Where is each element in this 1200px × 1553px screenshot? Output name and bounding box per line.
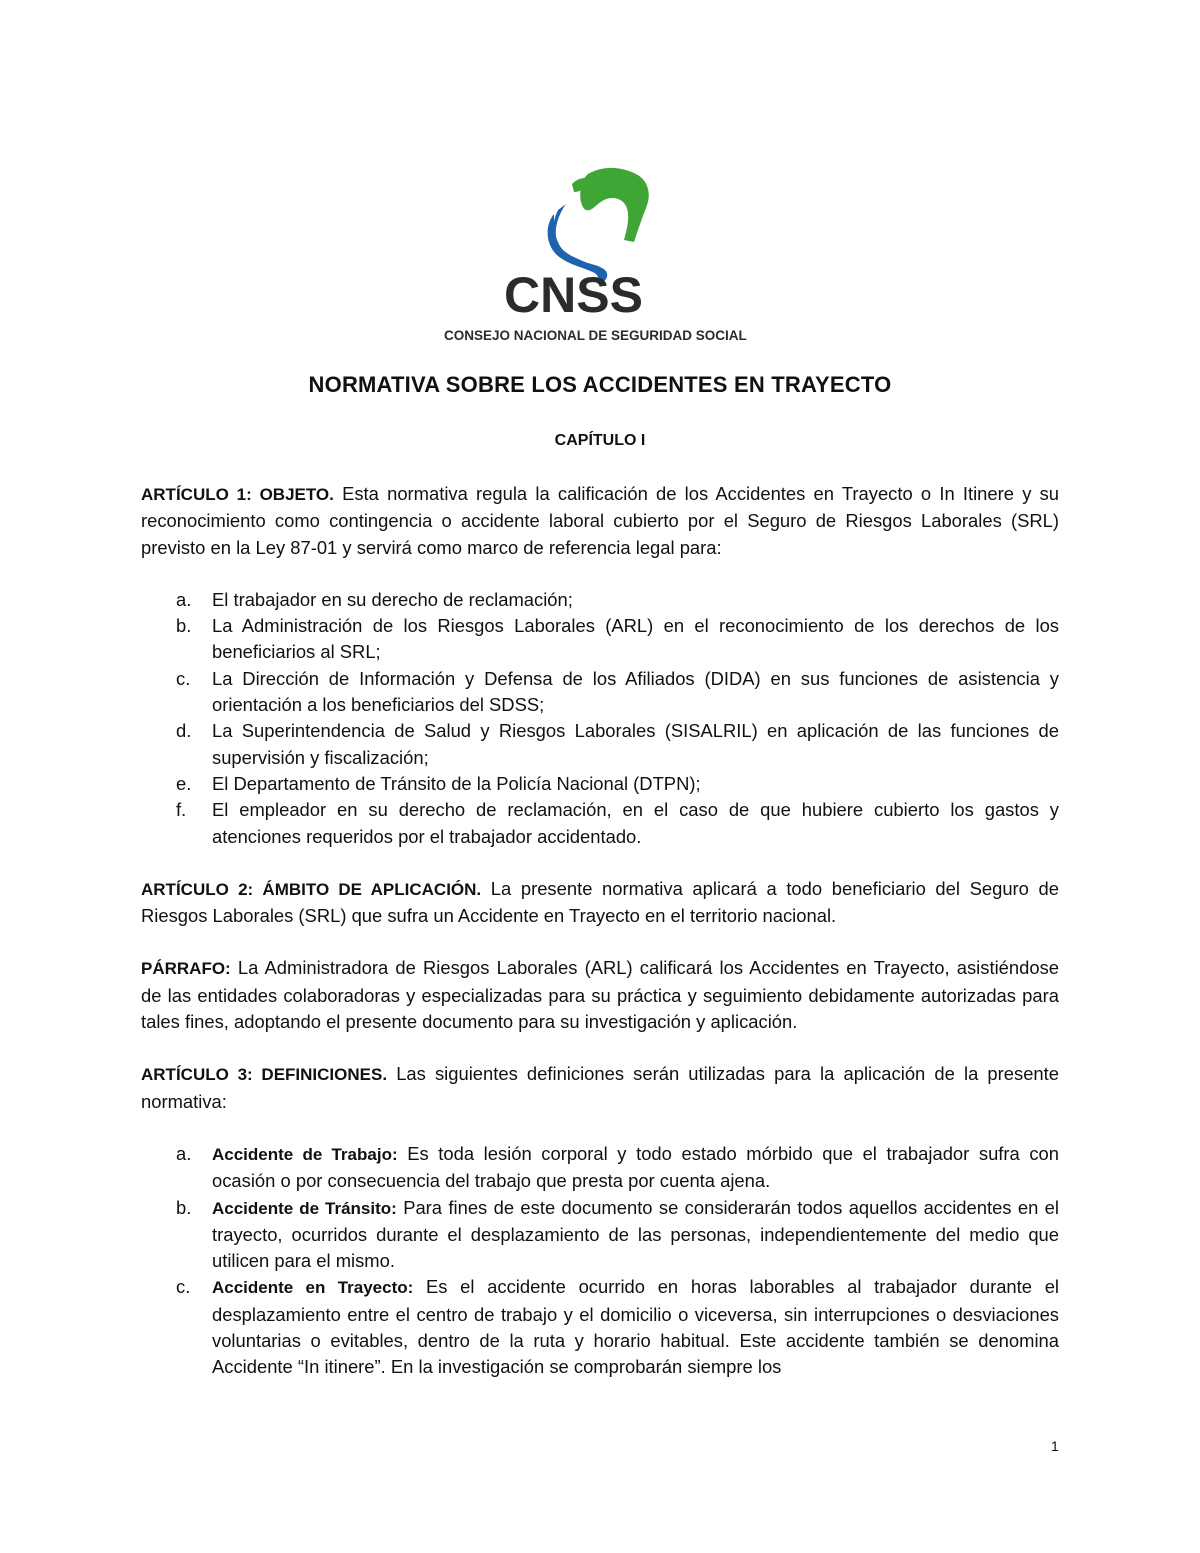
list-marker: a. <box>176 588 192 610</box>
list-marker: c. <box>176 667 191 689</box>
article-1-list <box>141 587 1059 850</box>
list-marker: e. <box>176 772 192 794</box>
paragraph-heading: PÁRRAFO: <box>141 959 231 979</box>
definition-text: Para fines de este documento se considerarán todos aquellos accidentes en el trayecto, ocurridos durante el desplazamiento de las personas, independientemente del medio que utilicen para el mismo. <box>212 1196 1059 1272</box>
article-2 <box>141 876 1059 930</box>
definition-item <box>141 1141 1059 1195</box>
list-item-text: El trabajador en su derecho de reclamación; <box>212 588 573 610</box>
list-item <box>141 718 1059 771</box>
list-item <box>141 797 1059 850</box>
definition-text: Es el accidente ocurrido en horas laborables al trabajador durante el desplazamiento entre el centro de trabajo y el domicilio o viceversa, sin interrupciones o desviaciones voluntarias o evitables, dentro de la ruta y horario habitual. Este accidente también se denomina Accidente “In itinere”. En la investigación se comprobarán siempre los <box>212 1276 1060 1378</box>
chapter-heading: CAPÍTULO I <box>554 432 646 449</box>
list-item-text: La Dirección de Información y Defensa de los Afiliados (DIDA) en sus funciones de asistencia y orientación a los beneficiarios del SDSS; <box>212 667 1059 716</box>
definition-item <box>141 1195 1059 1275</box>
cnss-logo <box>444 162 756 352</box>
document-body <box>141 481 1059 1381</box>
paragraph-block <box>141 955 1059 1035</box>
cnss-logo-graphic <box>444 162 756 352</box>
definition-term: Accidente de Trabajo: <box>212 1144 398 1164</box>
list-item <box>141 771 1059 797</box>
article-2-heading: ARTÍCULO 2: ÁMBITO DE APLICACIÓN. <box>141 879 482 899</box>
list-item-text: El Departamento de Tránsito de la Policía Nacional (DTPN); <box>212 772 701 794</box>
article-3-text: Las siguientes definiciones serán utilizadas para la aplicación de la presente normativa: <box>141 1063 1060 1112</box>
article-3-heading: ARTÍCULO 3: DEFINICIONES. <box>141 1065 388 1085</box>
logo-wordmark: CNSS <box>504 267 643 323</box>
list-marker: d. <box>176 720 192 742</box>
list-item-text: La Superintendencia de Salud y Riesgos Laborales (SISALRIL) en aplicación de las funciones de supervisión y fiscalización; <box>212 720 1059 768</box>
list-marker: b. <box>176 615 192 637</box>
document-title: NORMATIVA SOBRE LOS ACCIDENTES EN TRAYECTO <box>308 372 892 397</box>
page-number: 1 <box>1051 1438 1059 1454</box>
article-1 <box>141 481 1059 561</box>
definitions-list <box>141 1141 1059 1381</box>
list-marker: a. <box>176 1142 192 1164</box>
definition-item <box>141 1274 1059 1380</box>
article-3 <box>141 1061 1059 1115</box>
article-2-text: La presente normativa aplicará a todo beneficiario del Seguro de Riesgos Laborales (SRL) que sufra un Accidente en Trayecto en el territorio nacional. <box>141 877 1059 927</box>
article-1-text: Esta normativa regula la calificación de los Accidentes en Trayecto o In Itinere y su reconocimiento como contingencia o accidente laboral cubierto por el Seguro de Riesgos Laborales (SRL) previsto en la Ley 87-01 y servirá como marco de referencia legal para: <box>141 483 1060 558</box>
definition-term: Accidente de Tránsito: <box>212 1198 397 1218</box>
list-marker: c. <box>176 1276 191 1298</box>
logo-subtitle: CONSEJO NACIONAL DE SEGURIDAD SOCIAL <box>444 328 747 343</box>
paragraph-text: La Administradora de Riesgos Laborales (ARL) calificará los Accidentes en Trayecto, asistiéndose de las entidades colaboradoras y especializadas para su práctica y seguimiento debidamente autorizadas para tales fines, adoptando el presente documento para su investigación y aplicación. <box>141 957 1059 1033</box>
list-item <box>141 613 1059 666</box>
list-item <box>141 587 1059 613</box>
logo-green-hand <box>580 168 649 242</box>
list-marker: b. <box>176 1196 192 1218</box>
list-item <box>141 666 1059 719</box>
list-item-text: La Administración de los Riesgos Laborales (ARL) en el reconocimiento de los derechos de los beneficiarios al SRL; <box>212 615 1059 663</box>
article-1-heading: ARTÍCULO 1: OBJETO. <box>141 485 334 504</box>
list-item-text: El empleador en su derecho de reclamación, en el caso de que hubiere cubierto los gastos y atenciones requeridos por el trabajador accidentado. <box>212 799 1059 847</box>
definition-text: Es toda lesión corporal y todo estado mórbido que el trabajador sufra con ocasión o por consecuencia del trabajo que presta por cuenta ajena. <box>212 1142 1059 1192</box>
definition-term: Accidente en Trayecto: <box>212 1278 414 1298</box>
list-marker: f. <box>176 799 187 821</box>
